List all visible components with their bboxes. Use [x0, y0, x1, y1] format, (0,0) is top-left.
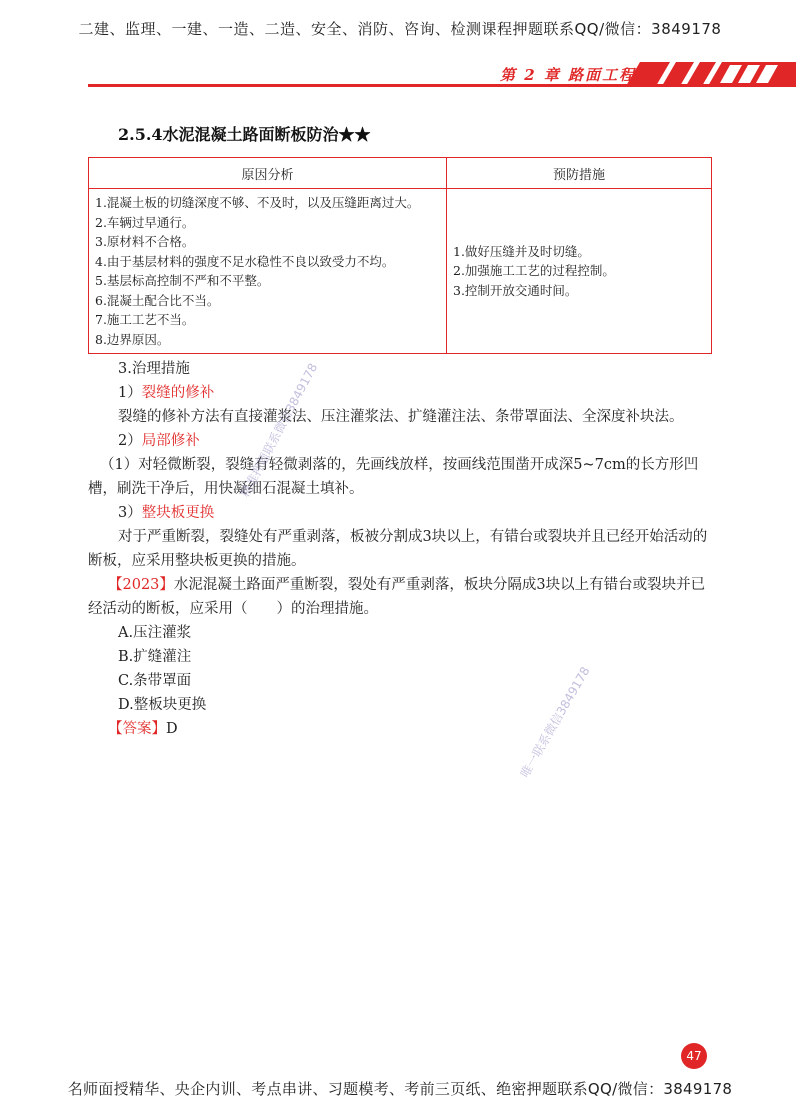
item2-title: 局部修补	[141, 433, 200, 449]
watermark-2: 唯一联系微信3849178	[517, 664, 593, 780]
question-year-tag: 【2023】	[108, 577, 174, 593]
measure-item: 1.做好压缝并及时切缝。	[453, 243, 590, 259]
answer-line	[88, 717, 714, 741]
item2-heading	[88, 429, 714, 453]
option-b: B.扩缝灌注	[118, 649, 192, 665]
item2-text: （1）对轻微断裂，裂缝有轻微剥落的，先画线放样，按画线范围凿开成深5~7cm的长方形凹槽，刷洗干净后，用快凝细石混凝土填补。	[88, 457, 699, 497]
cause-measure-table	[88, 157, 712, 354]
watermark-1: 精准押题联系微信3849178	[237, 360, 321, 500]
question-stem: 水泥混凝土路面严重断裂，裂处有严重剥落，板块分隔成3块以上有错台或裂块并已经活动的断板，应采用（ ）的治理措施。	[88, 577, 706, 617]
item3-title: 整块板更换	[141, 505, 215, 521]
cause-item: 1.混凝土板的切缝深度不够、不及时，以及压缝距离过大。	[95, 195, 420, 210]
cause-item: 3.原材料不合格。	[95, 234, 195, 249]
measure-item: 3.控制开放交通时间。	[453, 282, 578, 298]
content-body	[88, 357, 714, 741]
item3-number: 3）	[118, 505, 142, 521]
measures-cell	[447, 189, 712, 354]
item1-title: 裂缝的修补	[141, 385, 215, 401]
measure-item: 2.加强施工工艺的过程控制。	[453, 263, 615, 279]
item3-text: 对于严重断裂，裂缝处有严重剥落，板被分割成3块以上，有错台或裂块并且已经开始活动的断板，应采用整块板更换的措施。	[88, 529, 708, 569]
section-title: 2.5.4水泥混凝土路面断板防治★★	[118, 125, 371, 144]
cause-item: 4.由于基层材料的强度不足水稳性不良以致受力不均。	[95, 253, 395, 269]
causes-cell	[89, 189, 447, 354]
header-rule	[88, 84, 796, 87]
question-text	[88, 573, 714, 621]
cause-item: 8.边界原因。	[95, 331, 170, 347]
answer-value: D	[166, 721, 178, 737]
top-banner: 二建、监理、一建、一造、二造、安全、消防、咨询、检测课程押题联系QQ/微信：3849178	[78, 20, 722, 38]
table-row	[89, 189, 712, 354]
answer-tag: 【答案】	[108, 721, 166, 737]
cause-item: 7.施工工艺不当。	[95, 312, 195, 327]
table-header-row	[89, 158, 712, 189]
bottom-banner: 名师面授精华、央企内训、考点串讲、习题模考、考前三页纸、绝密押题联系QQ/微信：3849178	[67, 1080, 733, 1098]
treatment-title: 3.治理措施	[118, 361, 190, 377]
item1-text: 裂缝的修补方法有直接灌浆法、压注灌浆法、扩缝灌注法、条带罩面法、全深度补块法。	[118, 409, 684, 425]
chapter-title: 第 2 章 路面工程	[500, 66, 637, 84]
cause-item: 5.基层标高控制不严和不平整。	[95, 273, 270, 288]
item1-heading	[88, 381, 714, 405]
cause-item: 2.车辆过早通行。	[95, 214, 195, 230]
cause-item: 6.混凝土配合比不当。	[95, 292, 220, 308]
item2-number: 2）	[118, 433, 142, 449]
item1-number: 1）	[118, 385, 142, 401]
option-d: D.整板块更换	[118, 697, 207, 713]
table-header-measure: 预防措施	[447, 158, 712, 189]
item3-heading	[88, 501, 714, 525]
option-a: A.压注灌浆	[118, 625, 192, 641]
table-header-cause: 原因分析	[89, 158, 447, 189]
page-number: 47	[681, 1043, 707, 1069]
option-c: C.条带罩面	[118, 673, 192, 689]
